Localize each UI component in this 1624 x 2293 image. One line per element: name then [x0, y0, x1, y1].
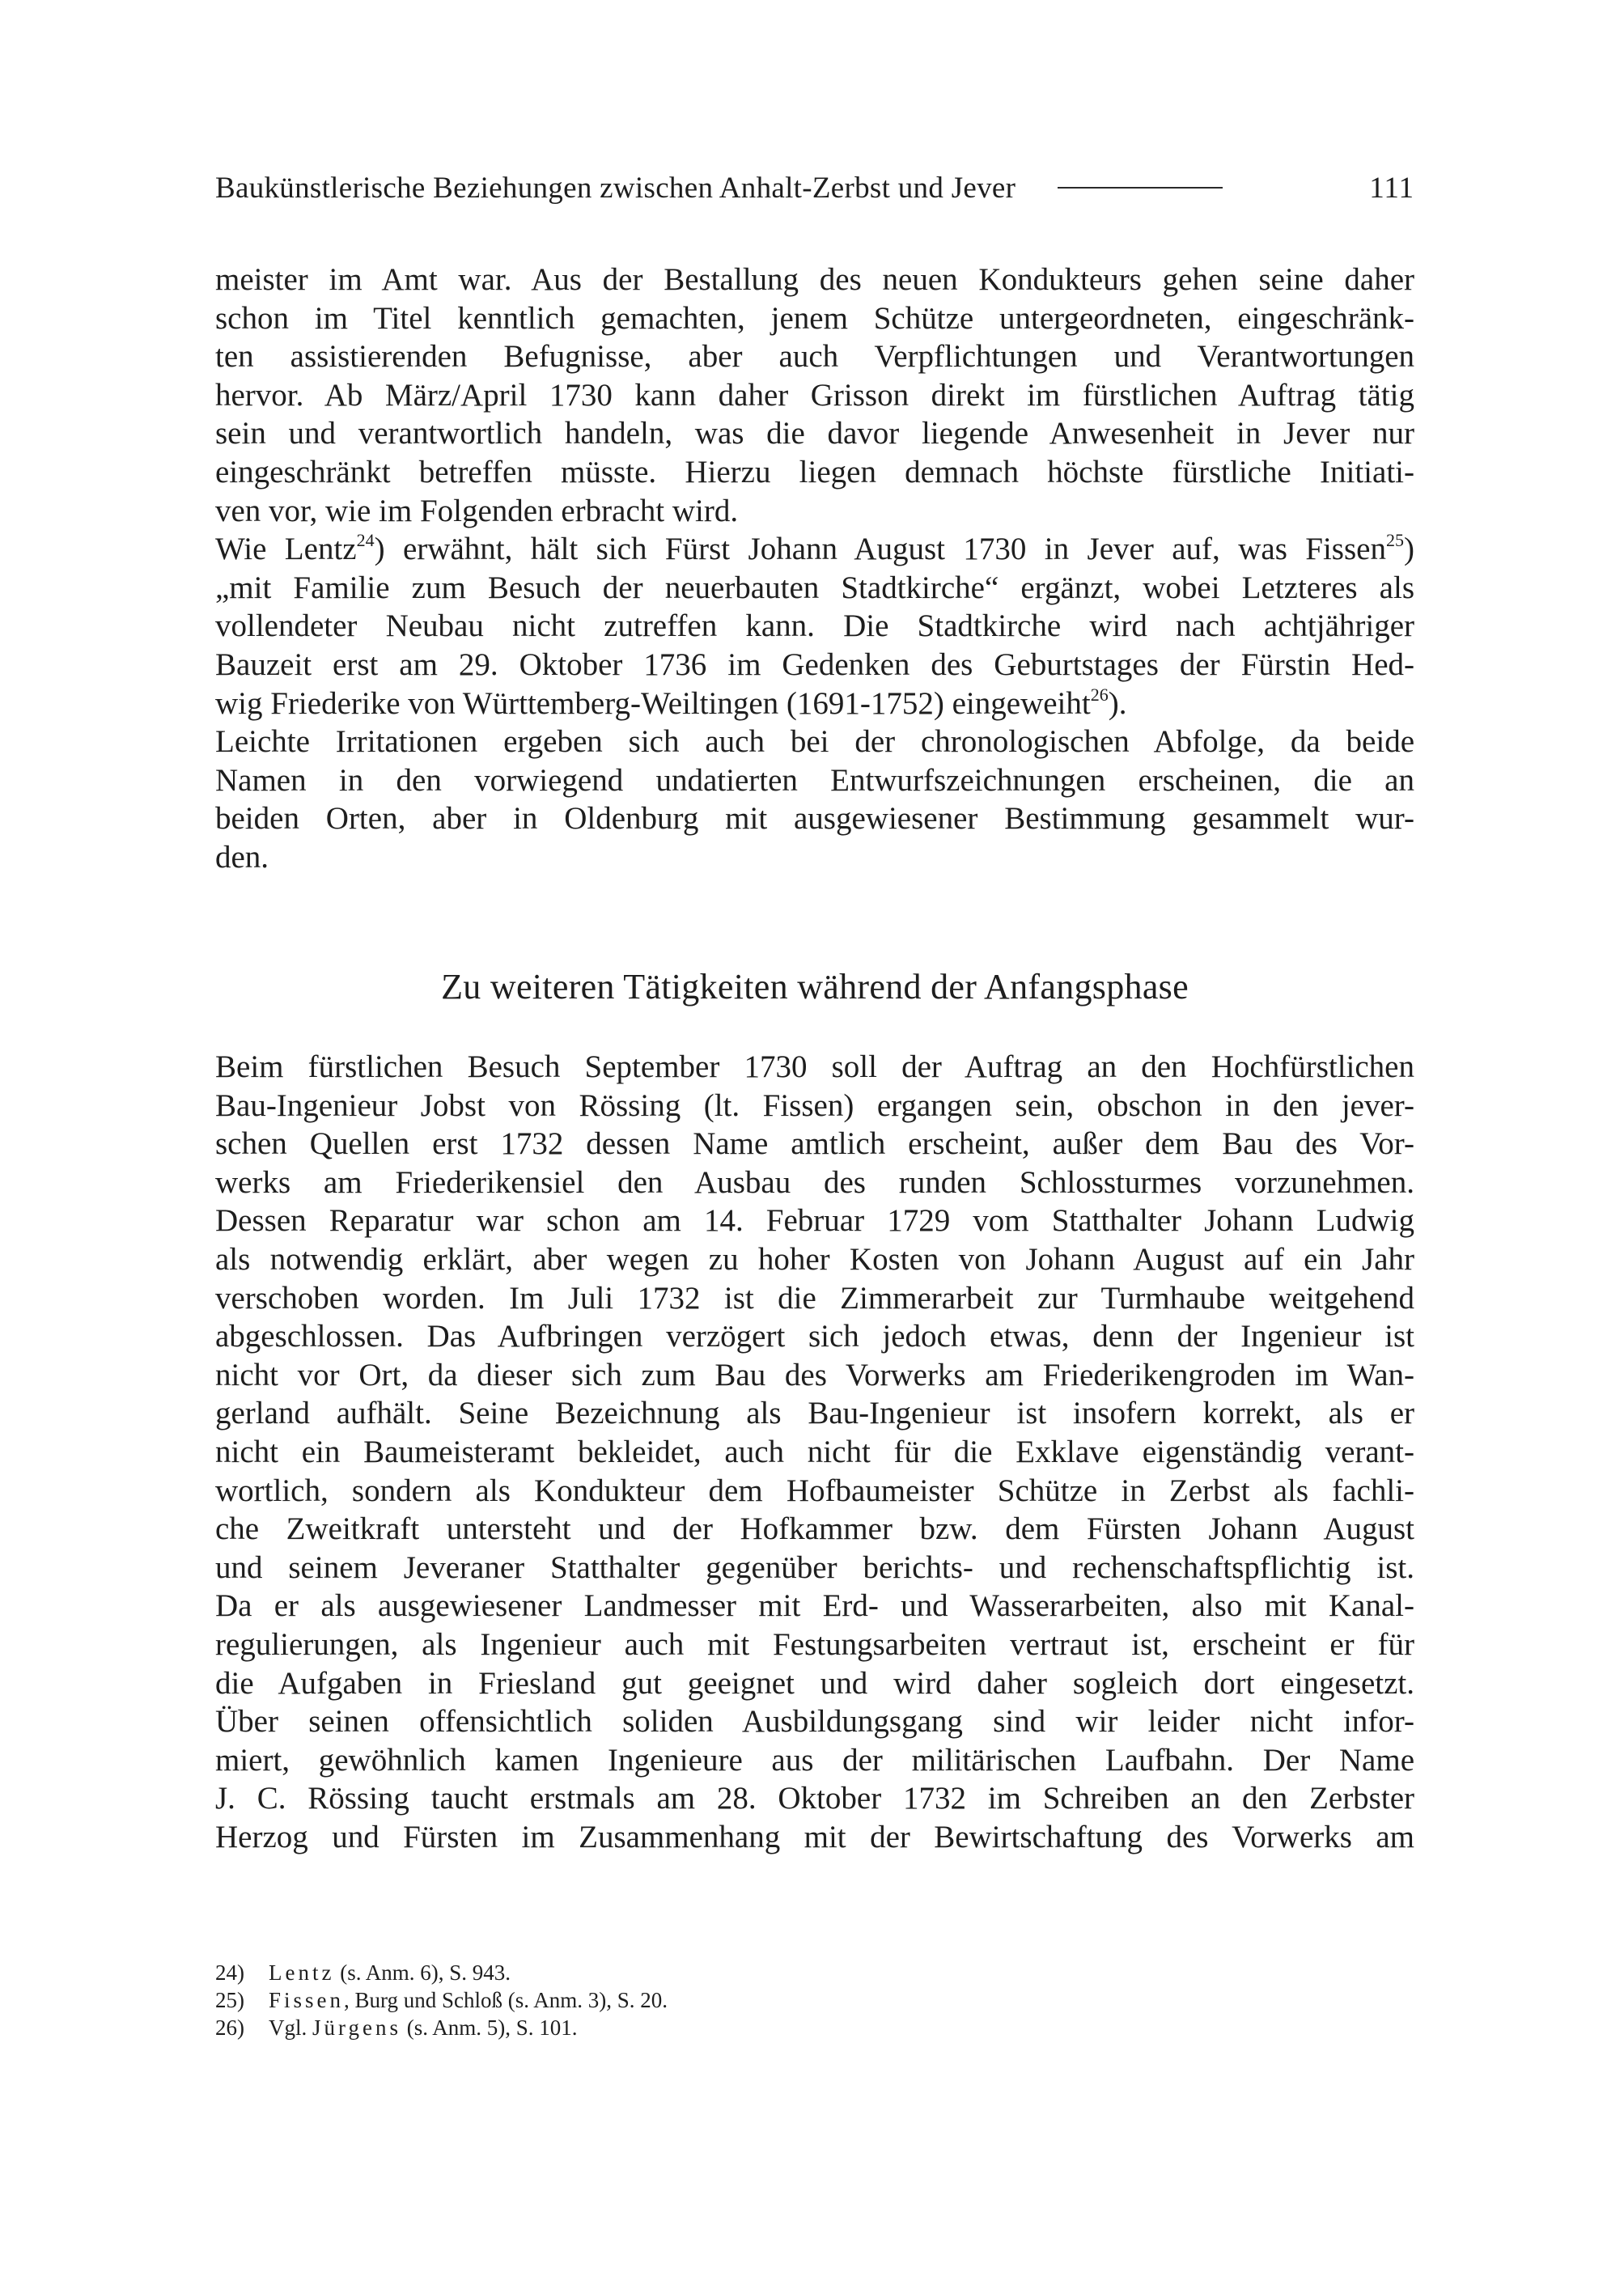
body-text-top	[215, 261, 1414, 877]
footnote-ref-26: 26	[1090, 684, 1109, 705]
text-line: Leichte Irritationen ergeben sich auch bei der chronologischen Abfolge, da beide	[215, 724, 1414, 760]
paragraph-4	[215, 1048, 1414, 1856]
footnote-ref-25: 25	[1385, 530, 1404, 551]
text-line: und seinem Jeveraner Statthalter gegenüber berichts- und rechenschaftspflichtig ist.	[215, 1549, 1414, 1585]
text-line: schon im Titel kenntlich gemachten, jenem Schütze untergeordneten, eingeschränk-	[215, 300, 1414, 336]
footnote-25: 25) Fissen, Burg und Schloß (s. Anm. 3), S. 20.	[215, 1988, 668, 2012]
text-line: ten assistierenden Befugnisse, aber auch Verpflichtungen und Verantwortungen	[215, 339, 1414, 375]
paragraph-2	[215, 530, 1414, 723]
text-line: Herzog und Fürsten im Zusammenhang mit der Bewirtschaftung des Vorwerks am	[215, 1819, 1414, 1854]
running-title: Baukünstlerische Beziehungen zwischen Anhalt-Zerbst und Jever	[215, 171, 1016, 205]
text-line: abgeschlossen. Das Aufbringen verzögert sich jedoch etwas, denn der Ingenieur ist	[215, 1319, 1414, 1354]
text-line: J. C. Rössing taucht erstmals am 28. Oktober 1732 im Schreiben an den Zerbster	[215, 1781, 1414, 1816]
text-line: werks am Friederikensiel den Ausbau des runden Schlossturmes vorzunehmen.	[215, 1164, 1414, 1200]
text-line: meister im Amt war. Aus der Bestallung des neuen Kondukteurs gehen seine daher	[215, 262, 1414, 297]
text-line: vollendeter Neubau nicht zutreffen kann. Die Stadtkirche wird nach achtjähriger	[215, 608, 1414, 644]
footnote-26: 26) Vgl. Jürgens (s. Anm. 5), S. 101.	[215, 2015, 578, 2040]
footnotes	[215, 1959, 1414, 2041]
text-line: schen Quellen erst 1732 dessen Name amtlich erscheint, außer dem Bau des Vor-	[215, 1126, 1414, 1162]
paragraph-1	[215, 261, 1414, 530]
text-line: eingeschränkt betreffen müsste. Hierzu liegen demnach höchste fürstliche Initiati-	[215, 454, 1414, 490]
footnote-author: Fissen	[269, 1988, 345, 2012]
text-line: beiden Orten, aber in Oldenburg mit ausgewiesener Bestimmung gesammelt wur-	[215, 801, 1414, 837]
text-line: che Zweitkraft untersteht und der Hofkammer bzw. dem Fürsten Johann August	[215, 1511, 1414, 1547]
text-line: „mit Familie zum Besuch der neuerbauten Stadtkirche“ ergänzt, wobei Letzteres als	[215, 570, 1414, 605]
text-line: Wie Lentz$^{24}$) erwähnt, hält sich Fürst Johann August 1730 in Jever auf, was Fissen$^{25}$)	[215, 530, 1414, 567]
section-heading: Zu weiteren Tätigkeiten während der Anfangsphase	[441, 967, 1189, 1007]
text-line: regulierungen, als Ingenieur auch mit Festungsarbeiten vertraut ist, erscheint er für	[215, 1626, 1414, 1662]
text-line: wig Friederike von Württemberg-Weiltingen (1691-1752) eingeweiht$^{26}$).	[215, 684, 1127, 721]
text-line: die Aufgaben in Friesland gut geeignet und wird daher sogleich dort eingesetzt.	[215, 1665, 1414, 1701]
text-line: verschoben worden. Im Juli 1732 ist die Zimmerarbeit zur Turmhaube weitgehend	[215, 1280, 1414, 1316]
text-line: Namen in den vorwiegend undatierten Entwurfszeichnungen erscheinen, die an	[215, 762, 1414, 798]
text-line: hervor. Ab März/April 1730 kann daher Grisson direkt im fürstlichen Auftrag tätig	[215, 377, 1414, 413]
text-line: als notwendig erklärt, aber wegen zu hoher Kosten von Johann August auf ein Jahr	[215, 1241, 1414, 1277]
header-rule	[1058, 187, 1223, 189]
text-line: miert, gewöhnlich kamen Ingenieure aus der militärischen Laufbahn. Der Name	[215, 1742, 1414, 1778]
footnote-ref-24: 24	[356, 530, 375, 551]
text-line: ven vor, wie im Folgenden erbracht wird.	[215, 493, 739, 528]
page-number: 111	[1369, 171, 1414, 205]
footnote-24: 24) Lentz (s. Anm. 6), S. 943.	[215, 1960, 511, 1985]
text-line: Über seinen offensichtlich soliden Ausbildungsgang sind wir leider nicht infor-	[215, 1704, 1414, 1740]
text-line: Beim fürstlichen Besuch September 1730 soll der Auftrag an den Hochfürstlichen	[215, 1049, 1414, 1084]
running-header	[215, 167, 1414, 208]
text-line: nicht ein Baumeisteramt bekleidet, auch nicht für die Exklave eigenständig verant-	[215, 1434, 1414, 1469]
paragraph-3	[215, 723, 1414, 876]
footnote-author: Lentz	[269, 1960, 335, 1985]
text-line: Da er als ausgewiesener Landmesser mit Erd- und Wasserarbeiten, also mit Kanal-	[215, 1588, 1414, 1624]
text-line: Bauzeit erst am 29. Oktober 1736 im Gedenken des Geburtstages der Fürstin Hed-	[215, 646, 1414, 682]
text-line: Dessen Reparatur war schon am 14. Februar 1729 vom Statthalter Johann Ludwig	[215, 1203, 1414, 1239]
text-line: Bau-Ingenieur Jobst von Rössing (lt. Fissen) ergangen sein, obschon in den jever-	[215, 1087, 1414, 1123]
text-line: nicht vor Ort, da dieser sich zum Bau des Vorwerks am Friederikengroden im Wan-	[215, 1357, 1414, 1392]
text-line: sein und verantwortlich handeln, was die davor liegende Anwesenheit in Jever nur	[215, 416, 1414, 451]
text-line: wortlich, sondern als Kondukteur dem Hofbaumeister Schütze in Zerbst als fachli-	[215, 1473, 1414, 1508]
text-line: gerland aufhält. Seine Bezeichnung als Bau-Ingenieur ist insofern korrekt, als er	[215, 1396, 1414, 1431]
text-line: den.	[215, 839, 269, 875]
footnote-author: Jürgens	[312, 2015, 402, 2040]
